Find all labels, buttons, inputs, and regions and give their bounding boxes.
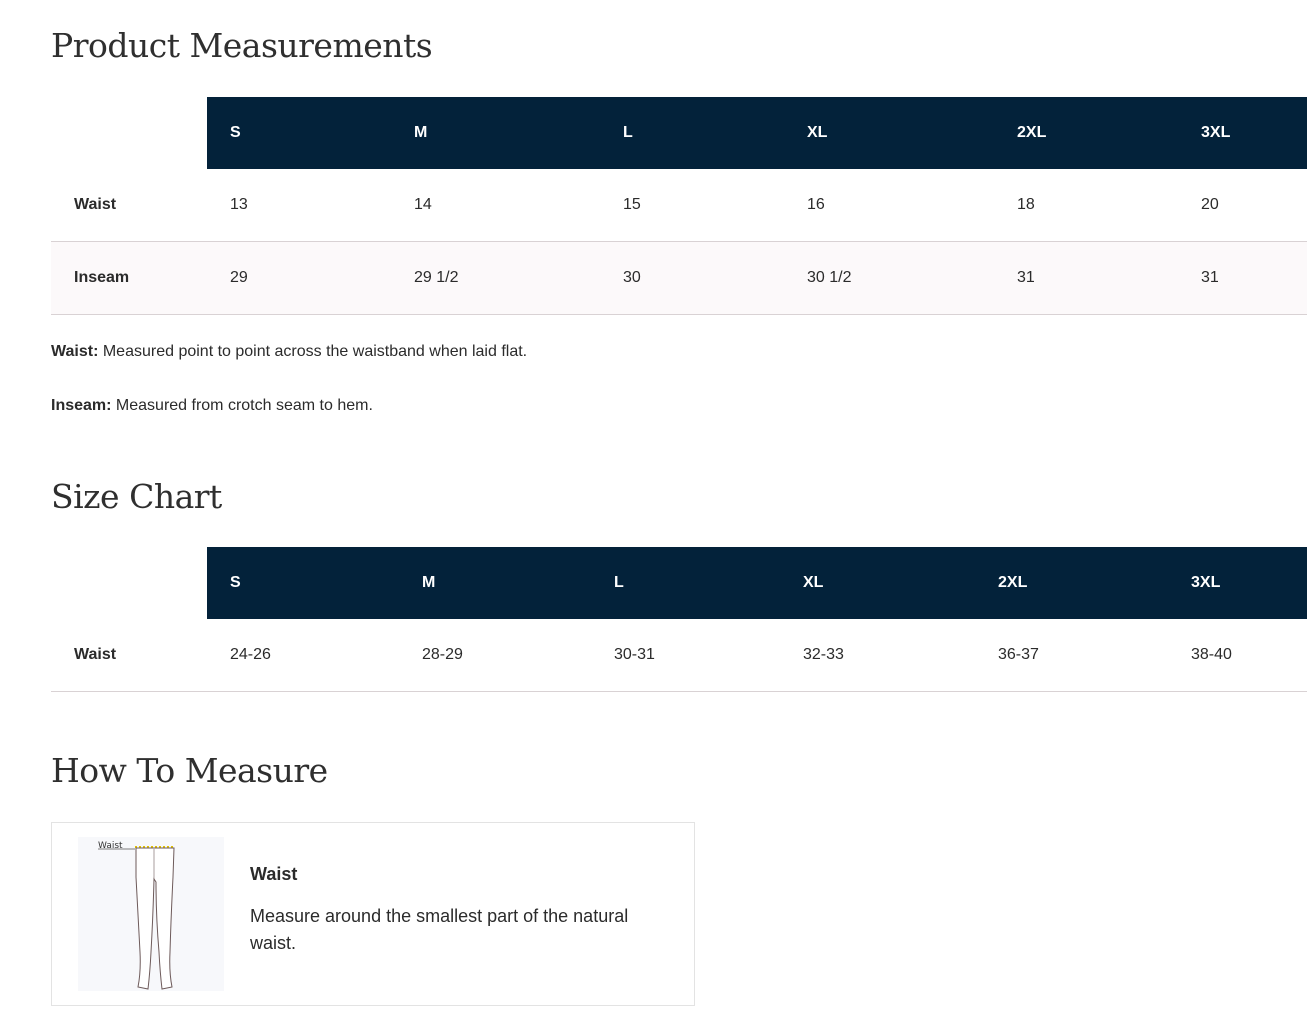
size-chart-title: Size Chart <box>51 477 222 516</box>
table-cell: 15 <box>600 169 784 242</box>
table-row <box>51 242 1307 315</box>
table-cell: 32-33 <box>780 619 975 692</box>
size-header: L <box>600 97 784 169</box>
leggings-waist-diagram <box>78 837 224 991</box>
table-corner-cell <box>51 97 207 169</box>
inseam-note <box>51 397 373 415</box>
product-measurements-table <box>51 97 1307 315</box>
waist-note-term: Waist: <box>51 343 99 360</box>
table-cell: 29 <box>207 242 391 315</box>
table-cell: 14 <box>391 169 600 242</box>
table-header-row <box>51 97 1307 169</box>
waist-note-text: Measured point to point across the waistband when laid flat. <box>98 343 528 360</box>
figure-label: Waist <box>98 841 123 851</box>
table-cell: 38-40 <box>1168 619 1307 692</box>
size-header: M <box>399 547 591 619</box>
table-cell: 36-37 <box>975 619 1168 692</box>
size-header: XL <box>784 97 994 169</box>
table-row <box>51 619 1307 692</box>
leggings-illustration-icon <box>78 837 224 991</box>
row-label: Waist <box>51 619 207 692</box>
measure-item-title: Waist <box>250 864 298 884</box>
size-header: S <box>207 547 399 619</box>
row-label: Inseam <box>51 242 207 315</box>
size-header: 3XL <box>1168 547 1307 619</box>
waist-note <box>51 343 527 361</box>
table-cell: 18 <box>994 169 1178 242</box>
table-corner-cell <box>51 547 207 619</box>
table-cell: 30 1/2 <box>784 242 994 315</box>
size-header: XL <box>780 547 975 619</box>
size-header: M <box>391 97 600 169</box>
product-measurements-title: Product Measurements <box>51 26 433 65</box>
table-row <box>51 169 1307 242</box>
table-header-row <box>51 547 1307 619</box>
size-header: 2XL <box>975 547 1168 619</box>
how-to-measure-title: How To Measure <box>51 751 328 790</box>
table-cell: 13 <box>207 169 391 242</box>
table-cell: 16 <box>784 169 994 242</box>
measure-card <box>51 822 695 1006</box>
row-label: Waist <box>51 169 207 242</box>
size-header: L <box>591 547 780 619</box>
table-cell: 30-31 <box>591 619 780 692</box>
size-header: 2XL <box>994 97 1178 169</box>
table-cell: 29 1/2 <box>391 242 600 315</box>
table-cell: 31 <box>1178 242 1307 315</box>
measure-item-description: Measure around the smallest part of the natural waist. <box>250 906 629 953</box>
inseam-note-text: Measured from crotch seam to hem. <box>111 397 373 414</box>
size-header: 3XL <box>1178 97 1307 169</box>
table-cell: 20 <box>1178 169 1307 242</box>
table-cell: 30 <box>600 242 784 315</box>
size-header: S <box>207 97 391 169</box>
inseam-note-term: Inseam: <box>51 397 112 414</box>
table-cell: 28-29 <box>399 619 591 692</box>
size-chart-table <box>51 547 1307 692</box>
table-cell: 24-26 <box>207 619 399 692</box>
table-cell: 31 <box>994 242 1178 315</box>
